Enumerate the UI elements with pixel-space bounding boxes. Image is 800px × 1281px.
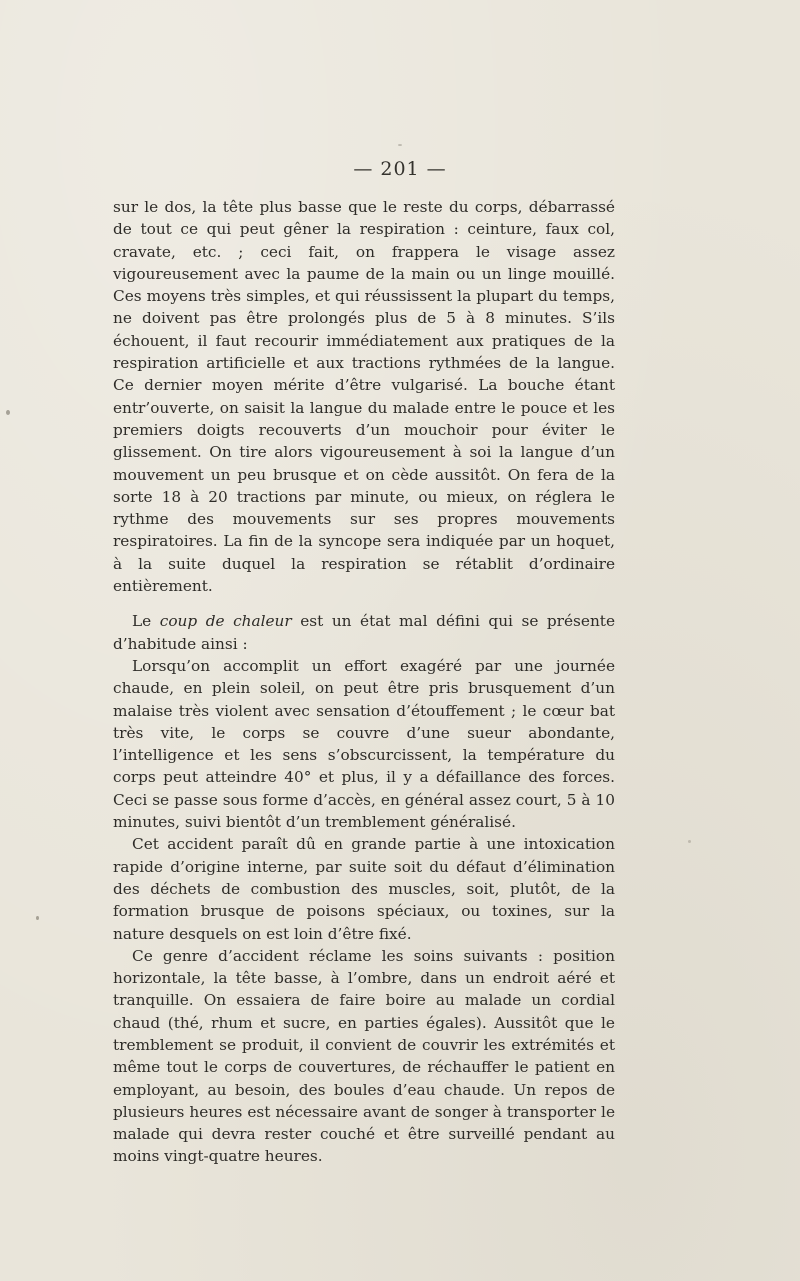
page-speck — [6, 410, 10, 415]
emphasis-term: coup de chaleur — [159, 612, 292, 631]
paragraph-suffix: est un état mal défini qui se présente d’habitude ainsi : — [113, 612, 616, 653]
paragraph-coup-de-chaleur-intro — [113, 610, 615, 655]
paragraph-prefix: Le — [132, 612, 160, 631]
paragraph-syncope-continuation: sur le dos, la tête plus basse que le reste du corps, débarrassé de tout ce qui peut gêner la respiration : ceinture, faux col, cravate, etc. ; ceci fait, on frappera le visage assez vigoureusement avec la paume de la main ou un linge mouillé. Ces moyens très simples, et qui réussissent la plupart du temps, ne doivent pas être prolongés plus de 5 à 8 minutes. S’ils échouent, il faut recourir immédiatement aux pratiques de la respiration artificielle et aux tractions rythmées de la langue. Ce dernier moyen mérite d’être vulgarisé. La bouche étant entr’ouverte, on saisit la langue du malade entre le pouce et les premiers doigts recouverts d’un mouchoir pour éviter le glissement. On tire alors vigoureusement à soi la langue d’un mouvement un peu brusque et on cède aussitôt. On fera de la sorte 18 à 20 tractions par minute, ou mieux, on réglera le rythme des mouvements sur ses propres mouvements respiratoires. La fin de la syncope sera indiquée par un hoquet, à la suite duquel la respiration se rétablit d’ordinaire entièrement. — [113, 198, 615, 596]
page-number: — 201 — — [353, 158, 447, 180]
paragraph-cause: Cet accident paraît dû en grande partie à une intoxication rapide d’origine interne, par suite soit du défaut d’élimination des déchets de combustion des muscles, soit, plutôt, de la formation brusque de poisons spéciaux, ou toxines, sur la nature desquels on est loin d’être fixé. — [113, 835, 615, 943]
page-speck — [398, 144, 402, 146]
paragraph-treatment: Ce genre d’accident réclame les soins suivants : position horizontale, la tête basse, à l’ombre, dans un endroit aéré et tranquille. On essaiera de faire boire au malade un cordial chaud (thé, rhum et sucre, en parties égales). Aussitôt que le tremblement se produit, il convient de couvrir les extrémités et même tout le corps de couvertures, de réchauffer le patient en employant, au besoin, des boules d’eau chaude. Un repos de plusieurs heures est nécessaire avant de songer à transporter le malade qui devra rester couché et être surveillé pendant au moins vingt-quatre heures. — [113, 946, 615, 1166]
page-speck — [688, 840, 691, 843]
body-text — [113, 196, 615, 1168]
page-speck — [36, 916, 39, 920]
paragraph-symptoms: Lorsqu’on accomplit un effort exagéré par une journée chaude, en plein soleil, on peut être pris brusquement d’un malaise très violent avec sensation d’étouffement ; le cœur bat très vite, le corps se couvre d’une sueur abondante, l’intelligence et les sens s’obscurcissent, la température du corps peut atteindre 40° et plus, il y a défaillance des forces. Ceci se passe sous forme d’accès, en général assez court, 5 à 10 minutes, suivi bientôt d’un tremblement généralisé. — [113, 656, 615, 832]
